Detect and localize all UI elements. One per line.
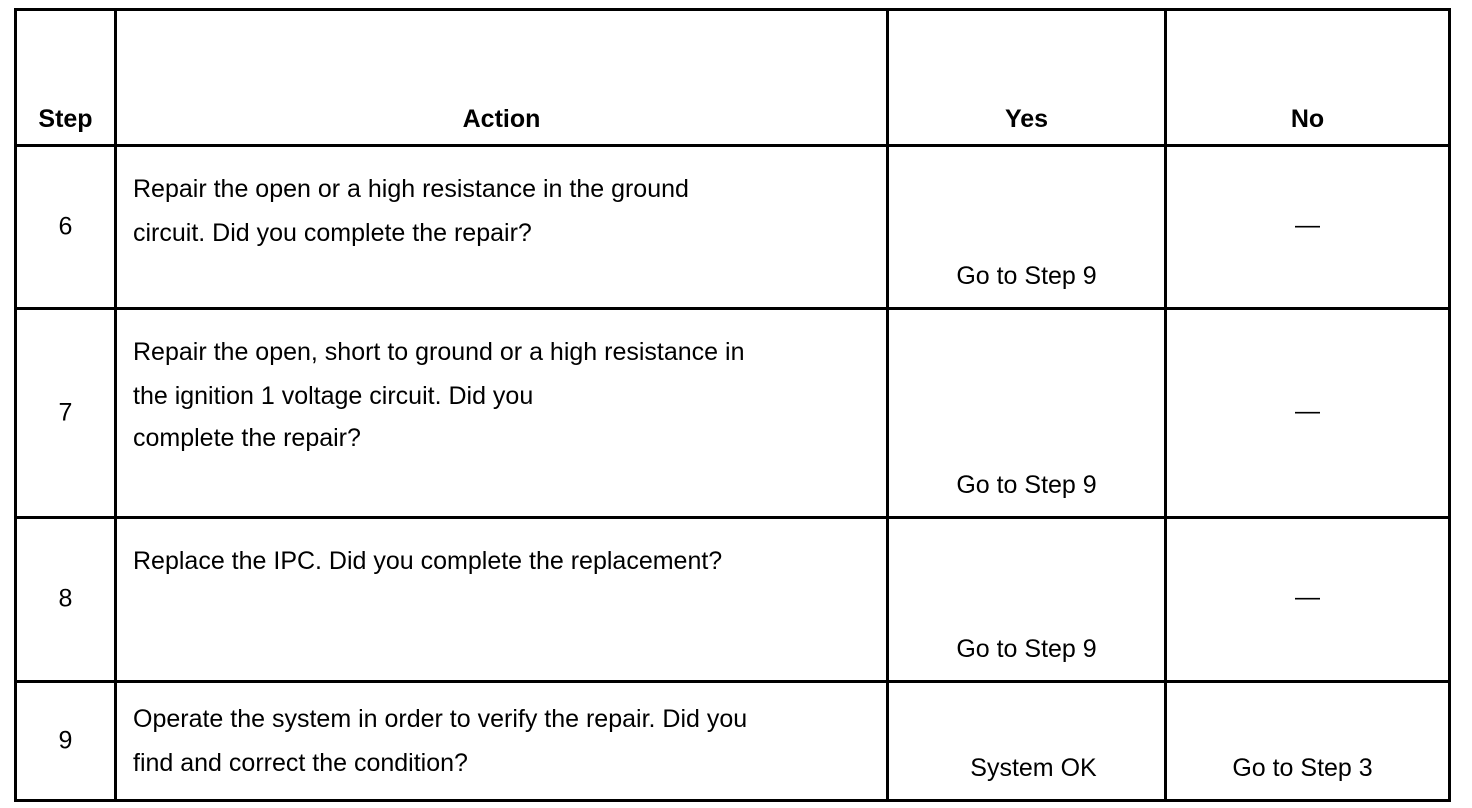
header-action-cell [116, 10, 888, 146]
action-cell [116, 309, 888, 518]
action-cell [116, 681, 888, 801]
table-row [16, 145, 1450, 309]
action-text [133, 330, 826, 458]
action-line: the ignition 1 voltage circuit. Did you [133, 382, 534, 411]
action-line: circuit. Did you complete the repair? [133, 218, 532, 247]
header-no: No [1290, 104, 1325, 133]
step-number: 7 [58, 398, 73, 427]
step-cell [16, 681, 116, 801]
table-header-row [16, 10, 1450, 146]
no-result: — [1295, 210, 1320, 239]
no-result: — [1295, 583, 1320, 612]
step-number: 6 [58, 212, 73, 241]
action-line: Repair the open or a high resistance in the ground [133, 174, 689, 203]
yes-cell [888, 681, 1166, 801]
action-text [133, 539, 826, 583]
header-no-cell [1166, 10, 1450, 146]
action-text [133, 697, 826, 785]
no-cell [1166, 681, 1450, 801]
yes-result: Go to Step 9 [956, 262, 1097, 291]
yes-cell [888, 145, 1166, 309]
action-line: find and correct the condition? [133, 748, 468, 777]
action-line: complete the repair? [133, 424, 361, 453]
action-cell [116, 517, 888, 681]
yes-result: System OK [970, 754, 1097, 782]
header-yes: Yes [1004, 104, 1049, 133]
step-cell [16, 145, 116, 309]
yes-cell [888, 517, 1166, 681]
action-cell [116, 145, 888, 309]
step-cell [16, 309, 116, 518]
no-result: — [1295, 397, 1320, 426]
table-row [16, 517, 1450, 681]
header-yes-cell [888, 10, 1166, 146]
action-line: Operate the system in order to verify the repair. Did you [133, 704, 748, 733]
header-step: Step [38, 104, 93, 133]
diagnostic-table [14, 8, 1451, 802]
action-line: Repair the open, short to ground or a high resistance in [133, 338, 745, 367]
yes-cell [888, 309, 1166, 518]
yes-result: Go to Step 9 [956, 470, 1097, 499]
yes-result: Go to Step 9 [956, 634, 1097, 663]
step-number: 8 [58, 584, 73, 613]
step-number: 9 [58, 726, 73, 755]
action-text [133, 167, 826, 255]
header-action: Action [462, 104, 541, 133]
no-result: Go to Step 3 [1232, 754, 1373, 782]
no-cell [1166, 145, 1450, 309]
header-step-cell [16, 10, 116, 146]
table-row [16, 309, 1450, 518]
no-cell [1166, 309, 1450, 518]
step-cell [16, 517, 116, 681]
no-cell [1166, 517, 1450, 681]
action-line: Replace the IPC. Did you complete the replacement? [133, 546, 723, 575]
table-row [16, 681, 1450, 801]
